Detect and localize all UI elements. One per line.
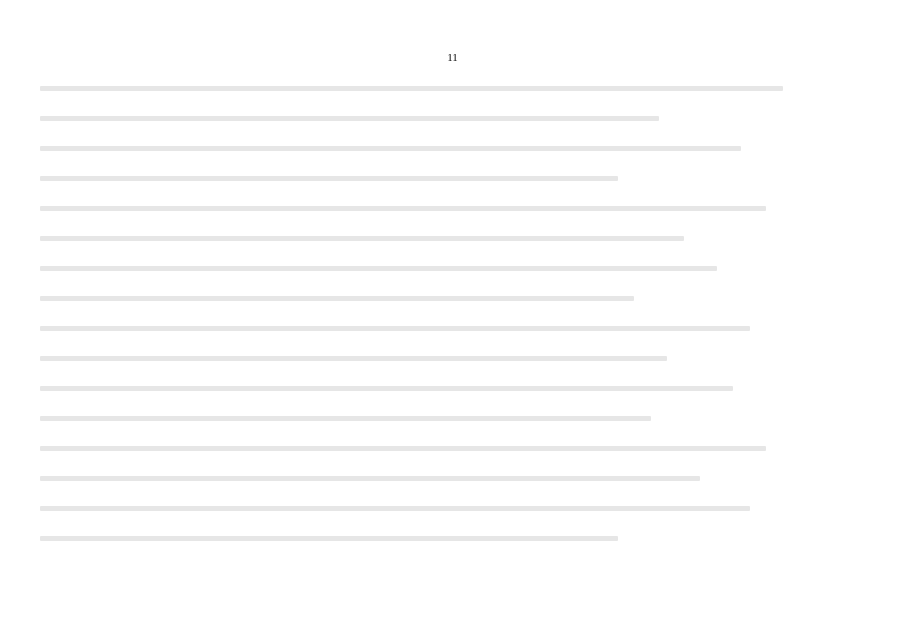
text-line [40, 446, 766, 451]
text-line [40, 236, 684, 241]
text-line [40, 146, 741, 151]
text-line [40, 176, 618, 181]
text-line [40, 116, 659, 121]
text-line [40, 506, 750, 511]
page-number: 11 [447, 52, 458, 64]
text-line [40, 206, 766, 211]
text-line [40, 296, 634, 301]
text-line [40, 86, 783, 91]
text-line [40, 386, 733, 391]
text-line [40, 476, 700, 481]
text-line [40, 266, 717, 271]
document-table [40, 76, 865, 566]
text-line [40, 536, 618, 541]
text-line [40, 356, 667, 361]
text-line [40, 416, 651, 421]
text-line [40, 326, 750, 331]
